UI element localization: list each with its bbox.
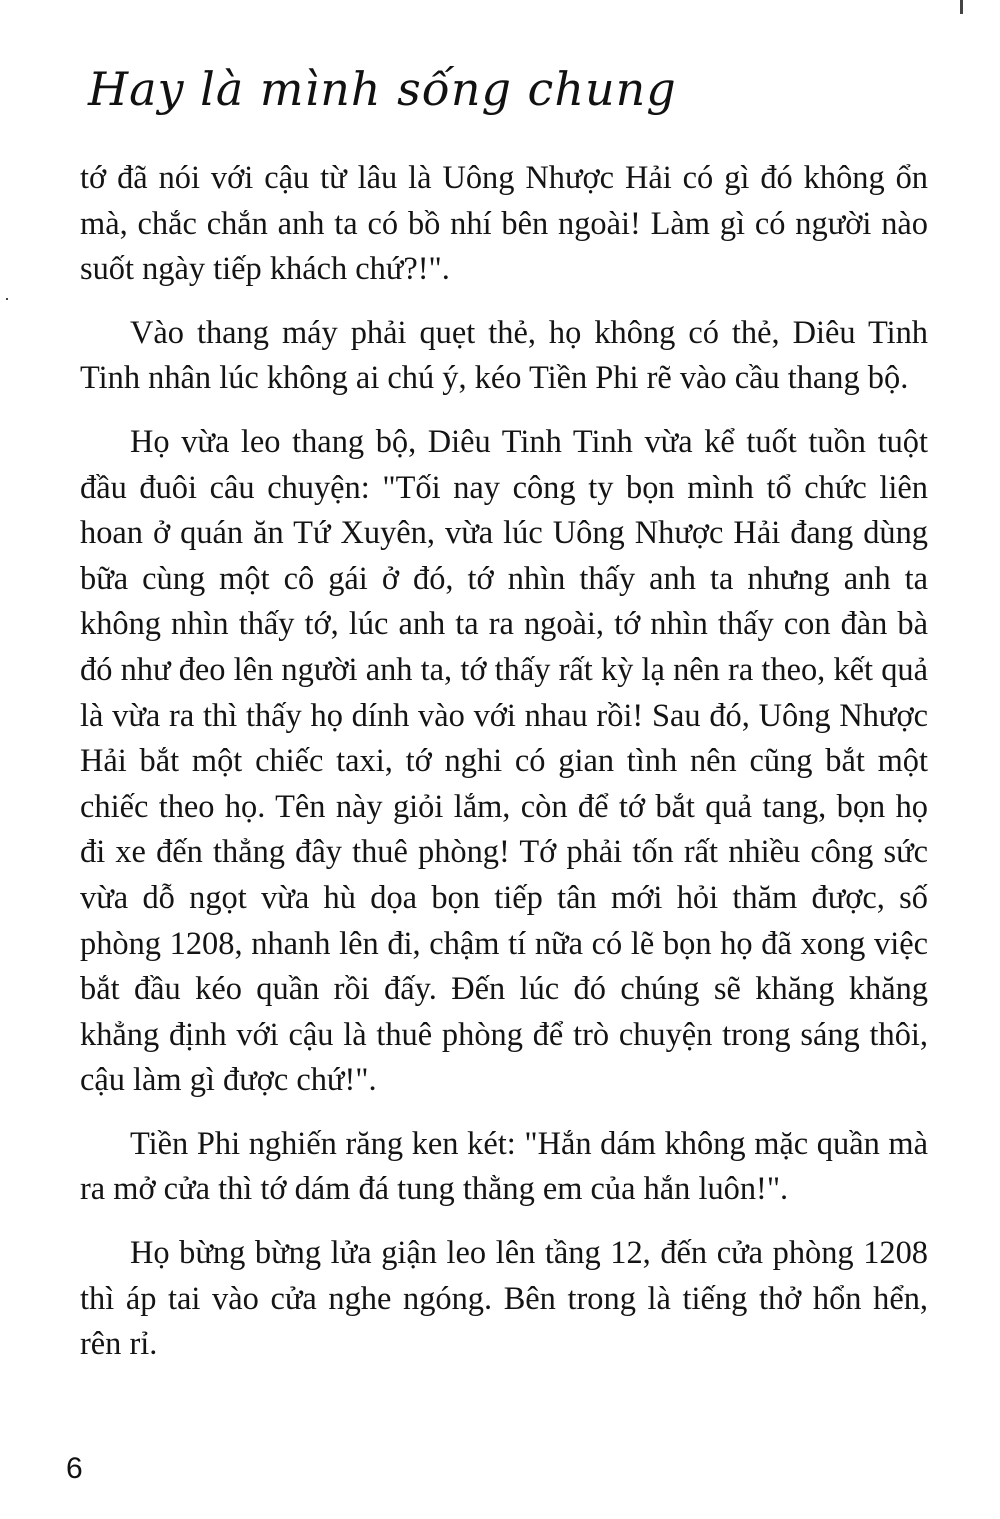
paragraph-5: Họ bừng bừng lửa giận leo lên tầng 12, đến cửa phòng 1208 thì áp tai vào cửa nghe ngóng. Bên trong là tiếng thở hổn hển, rên rỉ. [80,1235,928,1363]
paragraph-2: Vào thang máy phải quẹt thẻ, họ không có thẻ, Diêu Tinh Tinh nhân lúc không ai chú ý, kéo Tiền Phi rẽ vào cầu thang bộ. [80,314,928,397]
page-number: 6 [66,1452,83,1485]
scan-mark-top [960,0,963,14]
body-text [80,156,928,1386]
running-title: Hay là mình sống chung [88,62,677,116]
paragraph-3: Họ vừa leo thang bộ, Diêu Tinh Tinh vừa kể tuốt tuồn tuột đầu đuôi câu chuyện: "Tối nay công ty bọn mình tổ chức liên hoan ở quán ăn Tứ Xuyên, vừa lúc Uông Nhược Hải đang dùng bữa cùng một cô gái ở đó, tớ nhìn thấy anh ta nhưng anh ta không nhìn thấy tớ, lúc anh ta ra ngoài, tớ nhìn thấy con đàn bà đó như đeo lên người anh ta, tớ thấy rất kỳ lạ nên ra theo, kết quả là vừa ra thì thấy họ dính vào với nhau rồi! Sau đó, Uông Nhược Hải bắt một chiếc taxi, tớ nghi có gian tình nên cũng bắt một chiếc theo họ. Tên này giỏi lắm, còn để tớ bắt quả tang, bọn họ đi xe đến thẳng đây thuê phòng! Tớ phải tốn rất nhiều công sức vừa dỗ ngọt vừa hù dọa bọn tiếp tân mới hỏi thăm được, số phòng 1208, nhanh lên đi, chậm tí nữa có lẽ bọn họ đã xong việc bắt đầu kéo quần rồi đấy. Đến lúc đó chúng sẽ khăng khăng khẳng định với cậu là thuê phòng để trò chuyện trong sáng thôi, cậu làm gì được chứ!". [80,423,928,1099]
paragraph-4: Tiền Phi nghiến răng ken két: "Hắn dám không mặc quần mà ra mở cửa thì tớ dám đá tung thằng em của hắn luôn!". [80,1125,928,1208]
scan-mark-left [6,298,8,300]
paragraph-1: tớ đã nói với cậu từ lâu là Uông Nhược Hải có gì đó không ổn mà, chắc chắn anh ta có bồ nhí bên ngoài! Làm gì có người nào suốt ngày tiếp khách chứ?!". [80,160,928,288]
